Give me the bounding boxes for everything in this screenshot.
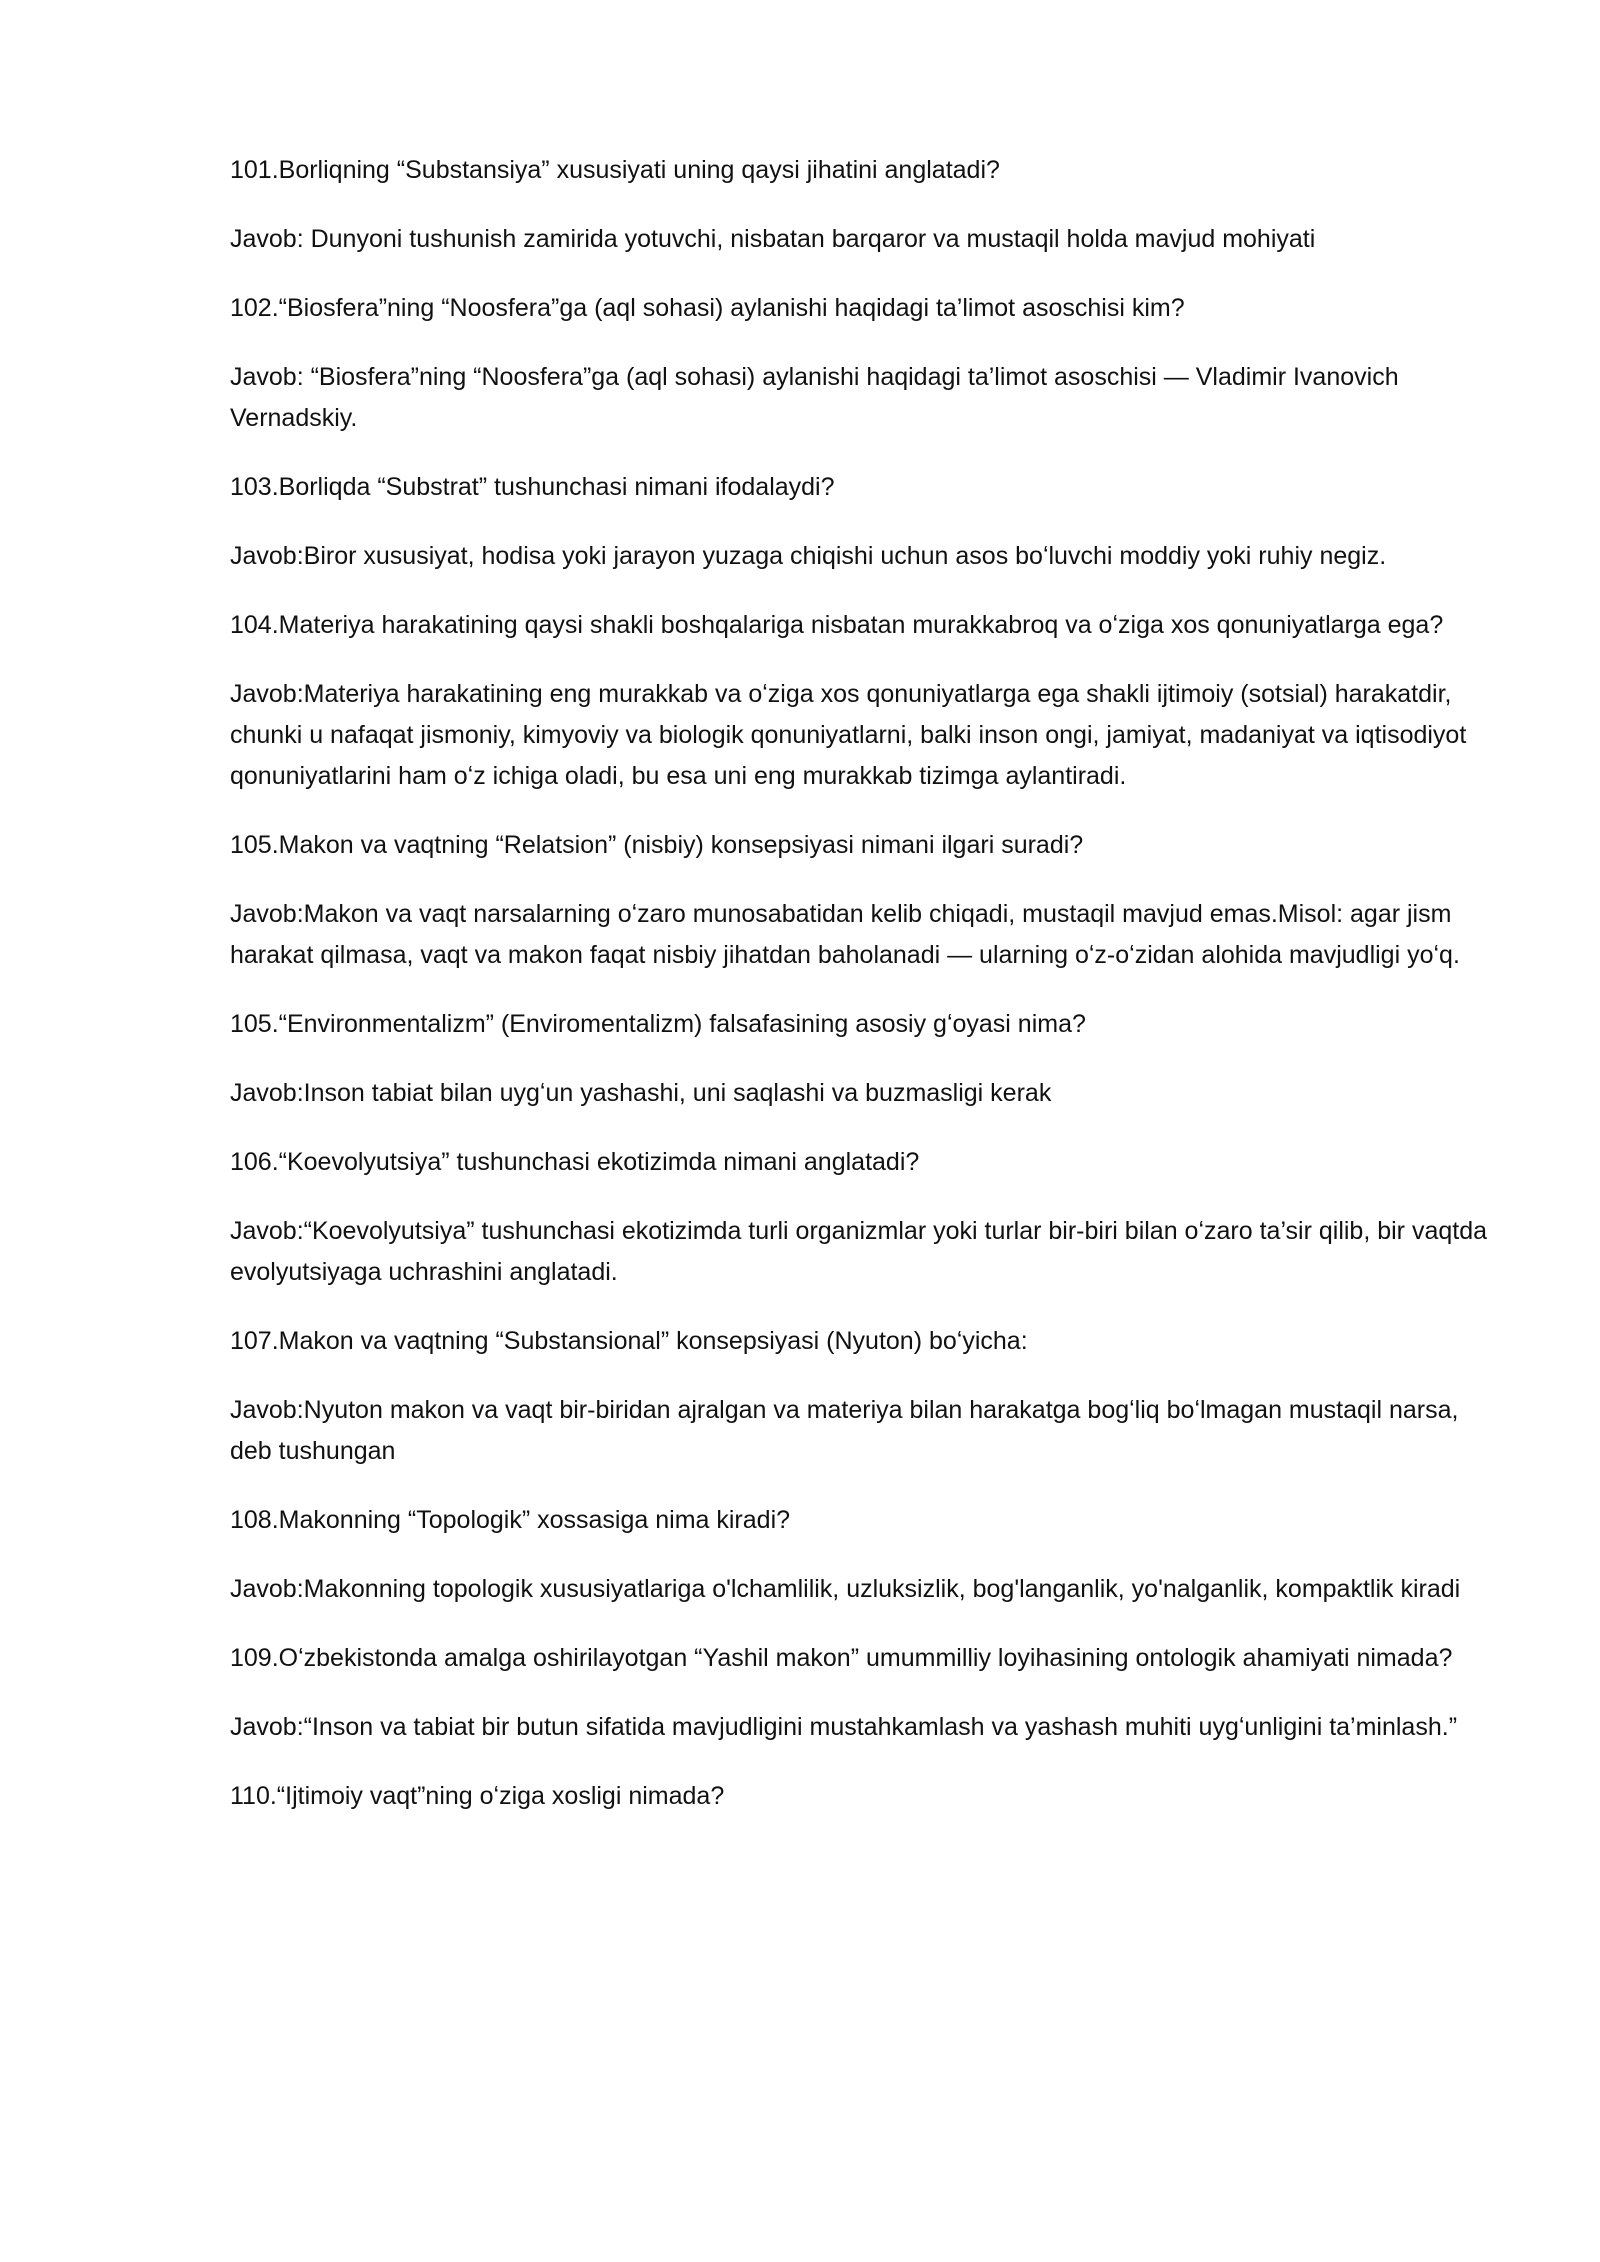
answer-106: Javob:“Koevolyutsiya” tushunchasi ekotizimda turli organizmlar yoki turlar bir-biri bilan oʻzaro ta’sir qilib, bir vaqtda evolyutsiyaga uchrashini anglatadi. [230,1217,1488,1286]
answer-107: Javob:Nyuton makon va vaqt bir-biridan ajralgan va materiya bilan harakatga bogʻliq boʻlmagan mustaqil narsa, deb tushungan [230,1396,1459,1465]
answer-101: Javob: Dunyoni tushunish zamirida yotuvchi, nisbatan barqaror va mustaqil holda mavjud mohiyati [230,225,1316,253]
question-110: 110.“Ijtimoiy vaqt”ning oʻziga xosligi nimada? [230,1782,725,1810]
question-105-relatsion: 105.Makon va vaqtning “Relatsion” (nisbiy) konsepsiyasi nimani ilgari suradi? [230,831,1084,859]
answer-108: Javob:Makonning topologik xususiyatlariga o'lchamlilik, uzluksizlik, bog'langanlik, yo'nalganlik, kompaktlik kiradi [230,1575,1461,1603]
answer-109: Javob:“Inson va tabiat bir butun sifatida mavjudligini mustahkamlash va yashash muhiti uygʻunligini ta’minlash.” [230,1713,1458,1741]
question-109: 109.Oʻzbekistonda amalga oshirilayotgan “Yashil makon” umummilliy loyihasining ontologik ahamiyati nimada? [230,1644,1453,1672]
answer-105-relatsion: Javob:Makon va vaqt narsalarning oʻzaro munosabatidan kelib chiqadi, mustaqil mavjud emas.Misol: agar jism harakat qilmasa, vaqt va makon faqat nisbiy jihatdan baholanadi — ularning oʻz-oʻzidan alohida mavjudligi yoʻq. [230,900,1460,969]
question-106: 106.“Koevolyutsiya” tushunchasi ekotizimda nimani anglatadi? [230,1148,920,1176]
document-body [230,150,1500,1845]
question-105-environmentalizm: 105.“Environmentalizm” (Enviromentalizm) falsafasining asosiy gʻoyasi nima? [230,1010,1086,1038]
answer-102: Javob: “Biosfera”ning “Noosfera”ga (aql sohasi) aylanishi haqidagi ta’limot asoschisi — Vladimir Ivanovich Vernadskiy. [230,363,1399,432]
question-103: 103.Borliqda “Substrat” tushunchasi nimani ifodalaydi? [230,473,835,501]
question-101: 101.Borliqning “Substansiya” xususiyati uning qaysi jihatini anglatadi? [230,156,1000,184]
answer-103: Javob:Biror xususiyat, hodisa yoki jarayon yuzaga chiqishi uchun asos boʻluvchi moddiy yoki ruhiy negiz. [230,542,1387,570]
question-102: 102.“Biosfera”ning “Noosfera”ga (aql sohasi) aylanishi haqidagi ta’limot asoschisi kim? [230,294,1185,322]
answer-105-environmentalizm: Javob:Inson tabiat bilan uygʻun yashashi, uni saqlashi va buzmasligi kerak [230,1079,1052,1107]
question-107: 107.Makon va vaqtning “Substansional” konsepsiyasi (Nyuton) boʻyicha: [230,1327,1028,1355]
answer-104: Javob:Materiya harakatining eng murakkab va oʻziga xos qonuniyatlarga ega shakli ijtimoiy (sotsial) harakatdir, chunki u nafaqat jismoniy, kimyoviy va biologik qonuniyatlarni, balki inson ongi, jamiyat, madaniyat va iqtisodiyot qonuniyatlarini ham oʻz ichiga oladi, bu esa uni eng murakkab tizimga aylantiradi. [230,680,1467,790]
question-104: 104.Materiya harakatining qaysi shakli boshqalariga nisbatan murakkabroq va oʻziga xos qonuniyatlarga ega? [230,611,1444,639]
question-108: 108.Makonning “Topologik” xossasiga nima kiradi? [230,1506,791,1534]
